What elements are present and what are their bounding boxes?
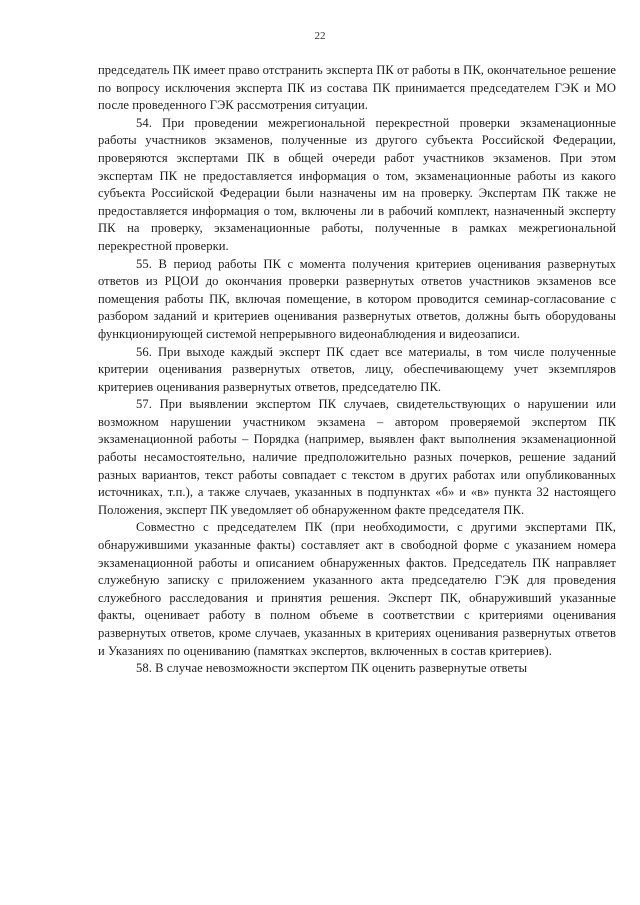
paragraph-57-act: Совместно с председателем ПК (при необходимости, с другими экспертами ПК, обнаружившими указанные факты) составляет акт в свободной форме с указанием номера экзаменационной работы и описанием обнаруженных фактов. Председатель ПК направляет служебную записку с приложением указанного акта председателю ГЭК для проведения служебного расследования и принятия решения. Эксперт ПК, обнаруживший указанные факты, оценивает работу в полном объеме в соответствии с критериями оценивания развернутых ответов, кроме случаев, указанных в критериях оценивания развернутых ответов и Указаниях по оцениванию (памятках экспертов, включенных в состав критериев). [98, 520, 616, 658]
page-number: 22 [314, 30, 326, 42]
paragraph-55: 55. В период работы ПК с момента получения критериев оценивания развернутых ответов из РЦОИ до окончания проверки развернутых ответов участников экзаменов все помещения работы ПК, включая помещение, в котором проводится семинар-согласование с разбором заданий и критериев оценивания развернутых ответов, должны быть оборудованы функционирующей системой непрерывного видеонаблюдения и видеозаписи. [98, 256, 616, 341]
paragraph-54: 54. При проведении межрегиональной перекрестной проверки экзаменационные работы участников экзаменов, полученные из другого субъекта Российской Федерации, проверяются экспертами ПК в общей очереди работ участников экзаменов. При этом экспертам ПК не предоставляется информация о том, экзаменационные работы из какого субъекта Российской Федерации были назначены им на проверку. Экспертам ПК также не предоставляется информация о том, включены ли в рабочий комплект, назначенный эксперту ПК на проверку, экзаменационные работы, полученные в рамках межрегиональной перекрестной проверки. [98, 115, 616, 253]
paragraph-56: 56. При выходе каждый эксперт ПК сдает все материалы, в том числе полученные критерии оценивания развернутых ответов, лицу, обеспечивающему учет экземпляров критериев оценивания развернутых ответов, председателю ПК. [98, 344, 616, 394]
paragraph-57: 57. При выявлении экспертом ПК случаев, свидетельствующих о нарушении или возможном нарушении участником экзамена – автором проверяемой экспертом ПК экзаменационной работы – Порядка (например, выявлен факт выполнения экзаменационной работы несамостоятельно, наличие предположительно разных почерков, решение заданий разных вариантов, текст работы совпадает с текстом в других работах или опубликованных источниках, т.п.), а также случаев, указанных в подпунктах «б» и «в» пункта 32 настоящего Положения, эксперт ПК уведомляет об обнаруженном факте председателя ПК. [98, 397, 616, 517]
paragraph-continuation: председатель ПК имеет право отстранить эксперта ПК от работы в ПК, окончательное решение по вопросу исключения эксперта ПК из состава ПК принимается председателем ГЭК и МО после проведенного ГЭК рассмотрения ситуации. [98, 63, 616, 113]
paragraph-58: 58. В случае невозможности экспертом ПК оценить развернутые ответы [136, 661, 528, 676]
document-body [98, 62, 616, 678]
